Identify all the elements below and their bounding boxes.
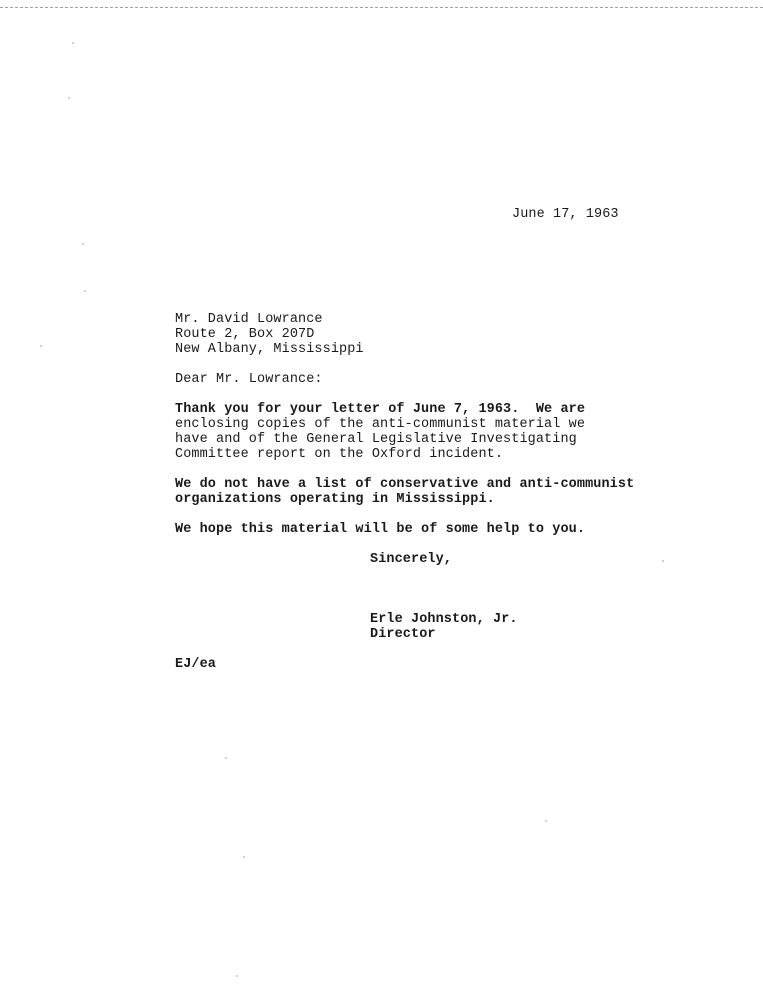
recipient-name: Mr. David Lowrance	[175, 312, 323, 327]
scan-speck	[68, 97, 70, 99]
paragraph3: We hope this material will be of some help to you.	[175, 522, 586, 537]
scan-speck	[225, 757, 227, 759]
signer-name: Erle Johnston, Jr.	[370, 612, 518, 627]
paragraph2-line1: We do not have a list of conservative and anti-communist	[175, 477, 635, 492]
paragraph1-line4: Committee report on the Oxford incident.	[175, 447, 504, 462]
paragraph2-line2: organizations operating in Mississippi.	[175, 492, 495, 507]
scan-speck	[545, 820, 547, 822]
letter-date: June 17, 1963	[512, 207, 619, 222]
page-top-edge	[0, 0, 763, 8]
paragraph1-line2: enclosing copies of the anti-communist material we	[175, 417, 586, 432]
closing: Sincerely,	[370, 552, 453, 567]
signer-title: Director	[370, 627, 436, 642]
paragraph1-line3: have and of the General Legislative Investigating	[175, 432, 577, 447]
paragraph1-line1: Thank you for your letter of June 7, 1963. We are	[175, 402, 586, 417]
scan-speck	[662, 560, 664, 562]
reference-initials: EJ/ea	[175, 657, 217, 672]
scan-speck	[236, 975, 238, 977]
scan-speck	[40, 345, 42, 347]
scan-speck	[82, 243, 84, 245]
recipient-address-line1: Route 2, Box 207D	[175, 327, 315, 342]
recipient-address-line2: New Albany, Mississippi	[175, 342, 364, 357]
scan-speck	[72, 42, 74, 44]
scan-speck	[243, 856, 245, 858]
scan-speck	[84, 290, 86, 292]
salutation: Dear Mr. Lowrance:	[175, 372, 323, 387]
